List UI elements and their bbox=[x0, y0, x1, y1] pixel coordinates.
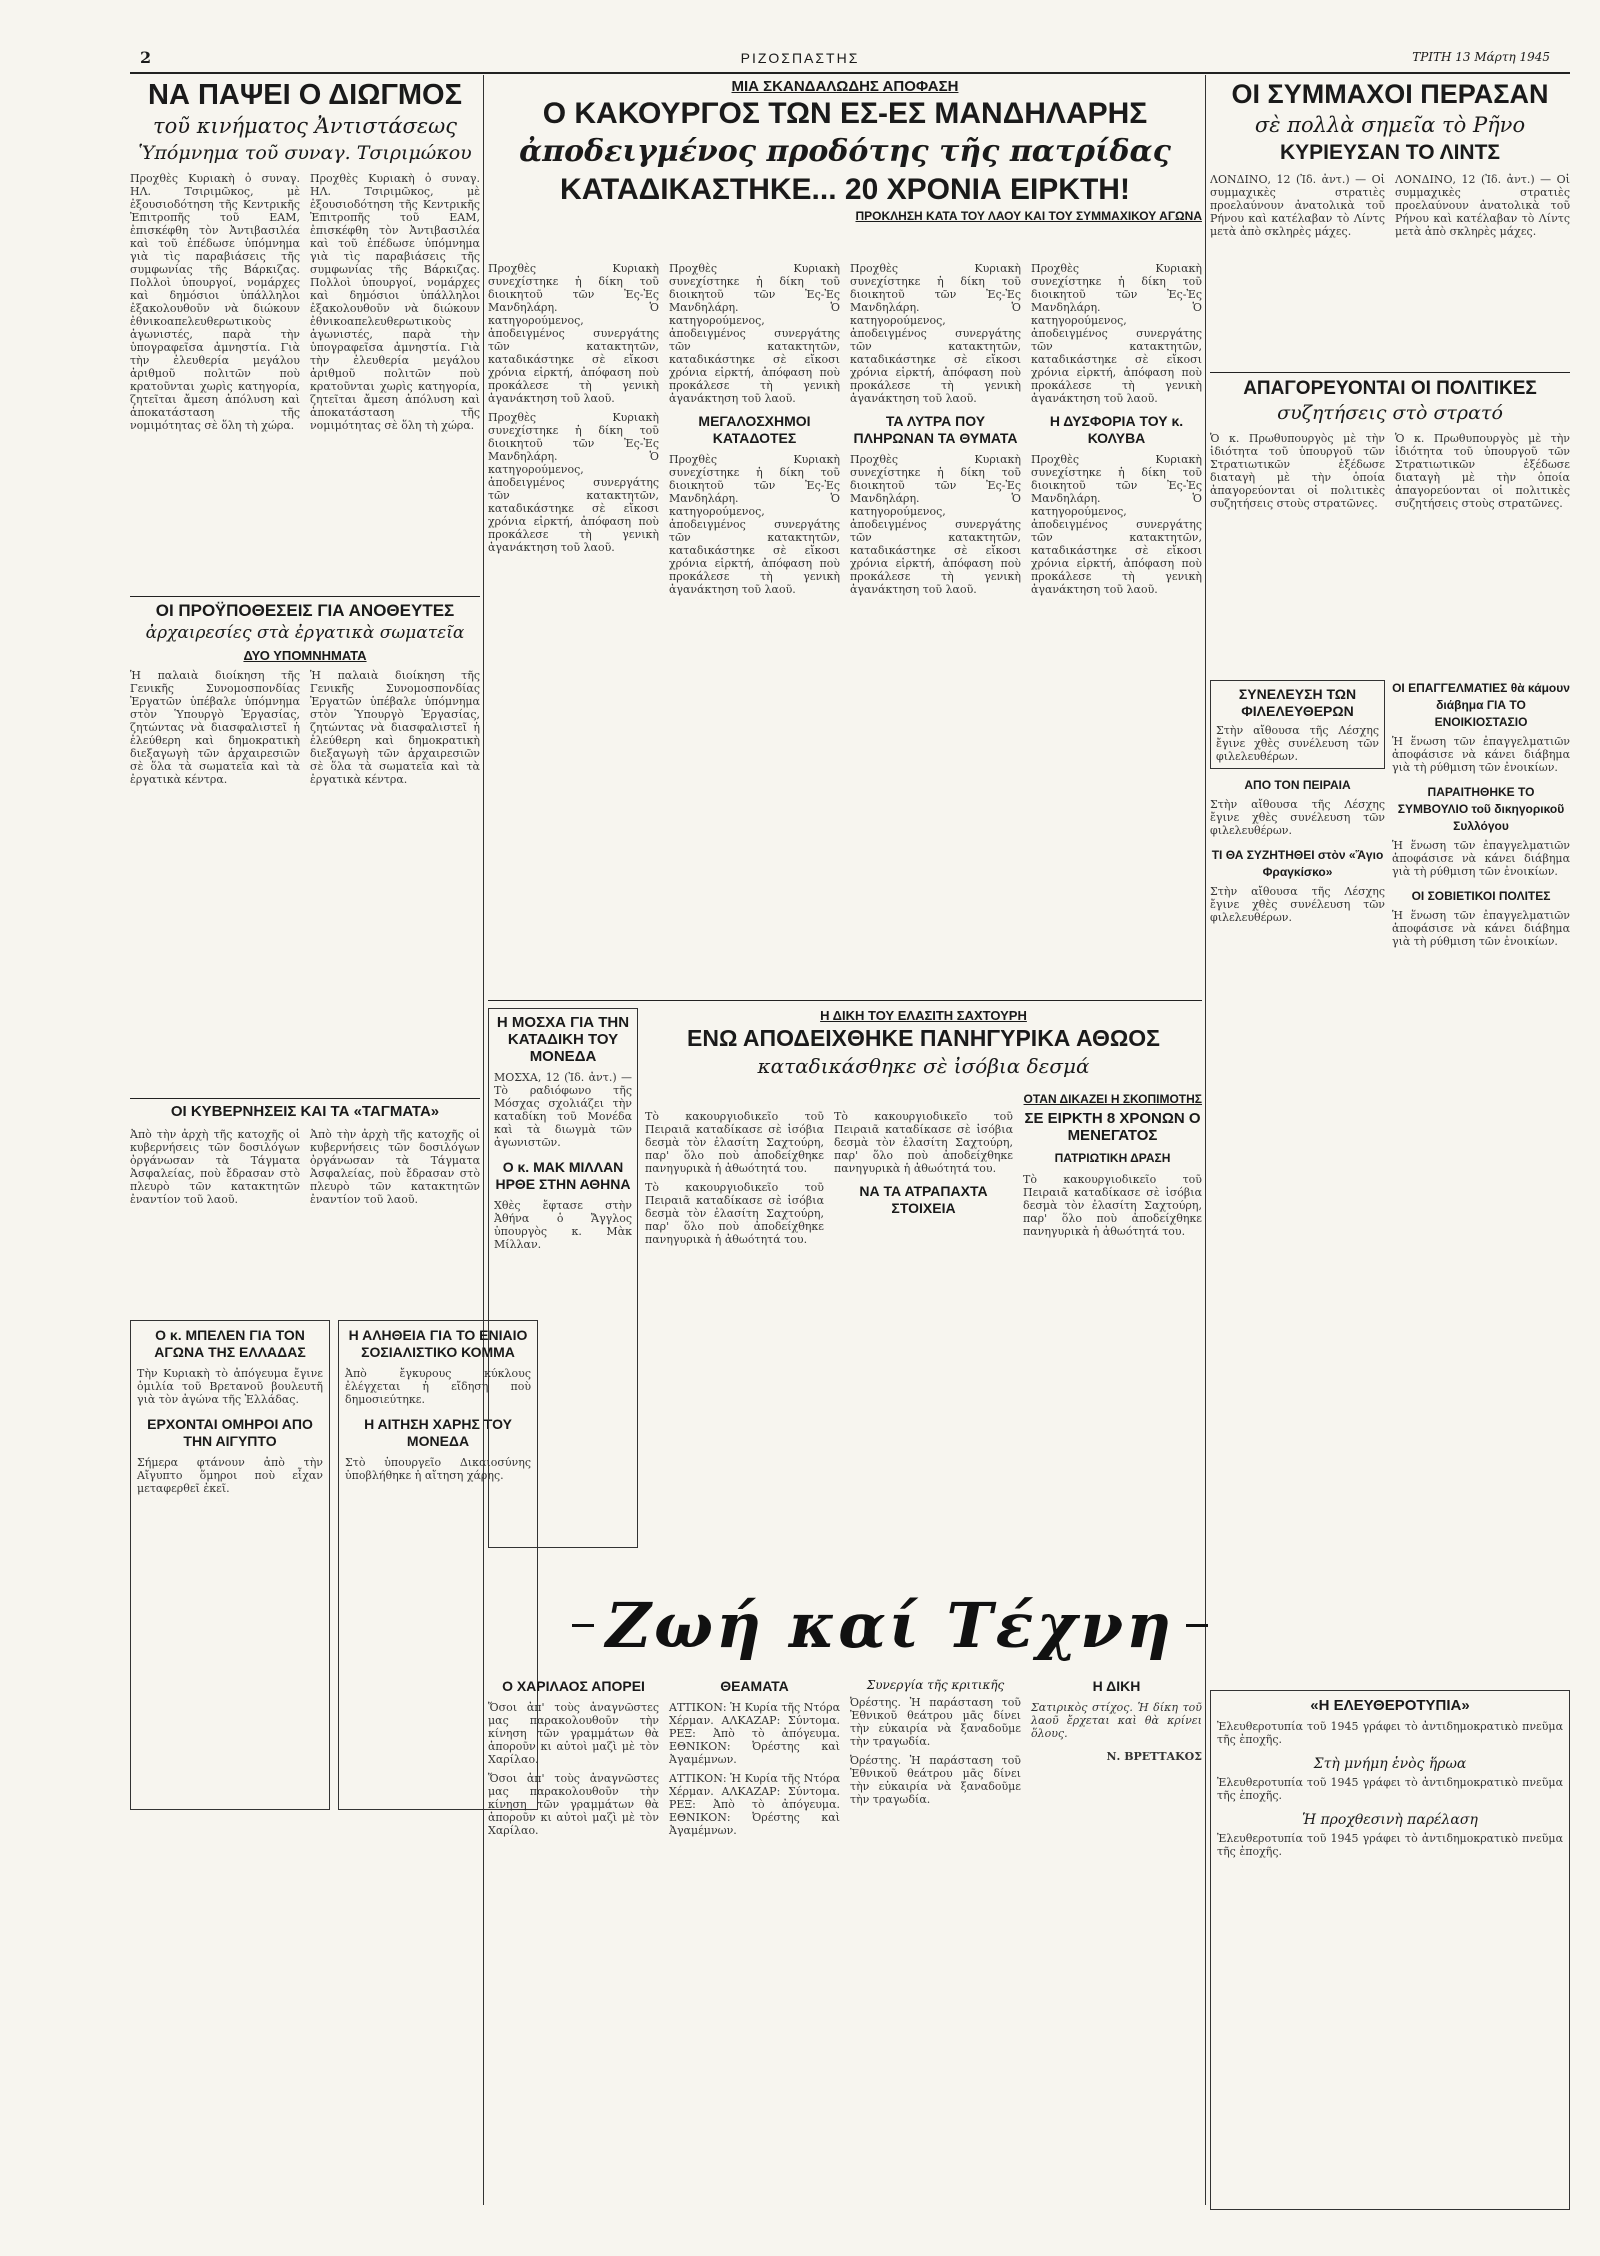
article-body: Ὅσοι ἀπ' τοὺς ἀναγνῶστες μας παρακολουθοῦν τὴν κίνηση τῶν γραμμάτων θὰ ἀποροῦν κι αὐτοὶ μαζὶ μὲ τὸν Χαρίλαο. bbox=[488, 1772, 659, 1837]
article-body: Ἡ ἕνωση τῶν ἐπαγγελματιῶν ἀποφάσισε νὰ κάνει διάβημα γιὰ τὴ ρύθμιση τῶν ἐνοικίων. bbox=[1392, 839, 1570, 878]
issue-date: ΤΡΙΤΗ 13 Μάρτη 1945 bbox=[1412, 50, 1550, 64]
headline-rent: ΟΙ ΕΠΑΓΓΕΛΜΑΤΙΕΣ θὰ κάμουν διάβημα ΓΙΑ ΤΟ ΕΝΟΙΚΙΟΣΤΑΣΙΟ bbox=[1392, 681, 1570, 729]
headline-politics-ban: ΑΠΑΓΟΡΕΥΟΝΤΑΙ ΟΙ ΠΟΛΙΤΙΚΕΣ bbox=[1243, 378, 1537, 399]
article-body: Ἀπὸ ἔγκυρους κύκλους ἐλέγχεται ἡ εἴδηση ποὺ δημοσιεύτηκε. bbox=[345, 1367, 531, 1406]
headline-acquitted: ΕΝΩ ΑΠΟΔΕΙΧΘΗΚΕ ΠΑΝΗΓΥΡΙΚΑ ΑΘΩΟΣ bbox=[687, 1025, 1160, 1051]
headline-pardon: Η ΑΙΤΗΣΗ ΧΑΡΗΣ ΤΟΥ ΜΟΝΕΔΑ bbox=[364, 1416, 512, 1449]
headline-linz: ΚΥΡΙΕΥΣΑΝ ΤΟ ΛΙΝΤΣ bbox=[1279, 141, 1501, 164]
box-liberals bbox=[1210, 680, 1385, 769]
article-body: Προχθὲς Κυριακὴ συνεχίστηκε ἡ δίκη τοῦ διοικητοῦ τῶν Ἐς-Ἐς Μανδηλάρη. Ὁ κατηγορούμενος, ἀποδειγμένος συνεργάτης τῶν κατακτητῶν, καταδικάστηκε σὲ εἴκοσι χρόνια εἱρκτή, ἀπόφαση ποὺ προκάλεσε τὴ γενικὴ ἀγανάκτηση τοῦ λαοῦ. bbox=[1031, 262, 1202, 405]
headline-governments: ΟΙ ΚΥΒΕΡΝΗΣΕΙΣ ΚΑΙ ΤΑ «ΤΑΓΜΑΤΑ» bbox=[170, 1103, 440, 1120]
headline-sentence: ΚΑΤΑΔΙΚΑΣΤΗΚΕ... 20 ΧΡΟΝΙΑ ΕΙΡΚΤΗ! bbox=[560, 173, 1130, 206]
article-body: Ἐλευθεροτυπία τοῦ 1945 γράφει τὸ ἀντιδημοκρατικὸ πνεῦμα τῆς ἐποχῆς. bbox=[1217, 1776, 1563, 1802]
article-body: Ἡ ἕνωση τῶν ἐπαγγελματιῶν ἀποφάσισε νὰ κάνει διάβημα γιὰ τὴ ρύθμιση τῶν ἐνοικίων. bbox=[1392, 735, 1570, 774]
article-allies bbox=[1210, 78, 1570, 368]
section-rule bbox=[130, 596, 480, 597]
article-body: Ὀρέστης. Ἡ παράσταση τοῦ Ἐθνικοῦ θεάτρου μᾶς δίνει τὴν εὐκαιρία νὰ ξαναδοῦμε τὴν τραγωδία. bbox=[850, 1754, 1021, 1806]
article-body: Τὸ κακουργιοδικεῖο τοῦ Πειραιᾶ καταδίκασε σὲ ἰσόβια δεσμὰ τὸν ἐλασίτη Σαχτούρη, παρ' ὅλο ποὺ ἀποδείχθηκε πανηγυρικὰ ἡ ἀθωότητά του. bbox=[645, 1110, 824, 1175]
subheadline-life: καταδικάσθηκε σὲ ἰσόβια δεσμά bbox=[757, 1054, 1090, 1078]
subheading-elements: ΝΑ ΤΑ ΑΤΡΑΠΑΧΤΑ ΣΤΟΙΧΕΙΑ bbox=[859, 1183, 988, 1216]
box-belen bbox=[130, 1320, 330, 1810]
article-body: Ἀπὸ τὴν ἀρχὴ τῆς κατοχῆς οἱ κυβερνήσεις τῶν δοσιλόγων ὀργάνωσαν τὰ Τάγματα Ἀσφαλείας, ποὺ ἔδρασαν στὸ πλευρὸ τῶν κατακτητῶν ἐναντίον τοῦ λαοῦ. bbox=[130, 1128, 300, 1206]
headline-elections: ΟΙ ΠΡΟΫΠΟΘΕΣΕΙΣ ΓΙΑ ΑΝΟΘΕΥΤΕΣ bbox=[155, 601, 455, 620]
box-press-freedom bbox=[1210, 1690, 1570, 2210]
article-elections bbox=[130, 600, 480, 1090]
right-subcolumn-a bbox=[1210, 680, 1385, 1680]
article-mandilaris bbox=[488, 78, 1202, 258]
subheading-patriotic: ΠΑΤΡΙΩΤΙΚΗ ΔΡΑΣΗ bbox=[1054, 1151, 1171, 1165]
headline-bar-council: ΠΑΡΑΙΤΗΘΗΚΕ ΤΟ ΣΥΜΒΟΥΛΙΟ τοῦ δικηγορικοῦ Συλλόγου bbox=[1397, 785, 1565, 833]
kicker-provocation: ΠΡΟΚΛΗΣΗ ΚΑΤΑ ΤΟΥ ΛΑΟΥ ΚΑΙ ΤΟΥ ΣΥΜΜΑΧΙΚΟΥ ΑΓΩΝΑ bbox=[855, 209, 1202, 223]
article-body: Στὴν αἴθουσα τῆς Λέσχης ἔγινε χθὲς συνέλευση τῶν φιλελευθέρων. bbox=[1210, 798, 1385, 837]
kicker-memos: ΔΥΟ ΥΠΟΜΝΗΜΑΤΑ bbox=[243, 648, 367, 663]
headline-belen: Ο κ. ΜΠΕΛΕΝ ΓΙΑ ΤΟΝ ΑΓΩΝΑ ΤΗΣ ΕΛΛΑΔΑΣ bbox=[154, 1327, 306, 1360]
article-body: ΑΤΤΙΚΟΝ: Ἡ Κυρία τῆς Ντόρα Χέρμαν. ΑΛΚΑΖΑΡ: Σύντομα. ΡΕΞ: Ἀπὸ τὸ ἀπόγευμα. ΕΘΝΙΚΟΝ: Ὀρέστης καὶ Ἀγαμέμνων. bbox=[669, 1772, 840, 1837]
banner-rule bbox=[1186, 1624, 1208, 1627]
masthead bbox=[0, 0, 1600, 80]
article-body: Προχθὲς Κυριακὴ συνεχίστηκε ἡ δίκη τοῦ διοικητοῦ τῶν Ἐς-Ἐς Μανδηλάρη. Ὁ κατηγορούμενος, ἀποδειγμένος συνεργάτης τῶν κατακτητῶν, καταδικάστηκε σὲ εἴκοσι χρόνια εἱρκτή, ἀπόφαση ποὺ προκάλεσε τὴ γενικὴ ἀγανάκτηση τοῦ λαοῦ. bbox=[669, 453, 840, 596]
headline-macmillan: Ο κ. ΜΑΚ ΜΙΛΛΑΝ ΗΡΘΕ ΣΤΗΝ ΑΘΗΝΑ bbox=[495, 1159, 631, 1192]
article-body: Ὁ κ. Πρωθυπουργὸς μὲ τὴν ἰδιότητα τοῦ ὑπουργοῦ τῶν Στρατιωτικῶν ἐξέδωσε διαταγὴ μὲ τὴν ὁποία ἀπαγορεύονται οἱ πολιτικὲς συζητήσεις στοὺς στρατῶνες. bbox=[1395, 432, 1570, 510]
article-body: Τὸ κακουργιοδικεῖο τοῦ Πειραιᾶ καταδίκασε σὲ ἰσόβια δεσμὰ τὸν ἐλασίτη Σαχτούρη, παρ' ὅλο ποὺ ἀποδείχθηκε πανηγυρικὰ ἡ ἀθωότητά του. bbox=[1023, 1173, 1202, 1238]
article-body: ΛΟΝΔΙΝΟ, 12 (Ἰδ. ἀντ.) — Οἱ συμμαχικὲς στρατιὲς προελαύνουν ἀνατολικὰ τοῦ Ρήνου καὶ κατέλαβαν τὸ Λίντς μετὰ ἀπὸ σκληρὲς μάχες. bbox=[1395, 173, 1570, 238]
headline-menegatos: ΣΕ ΕΙΡΚΤΗ 8 ΧΡΟΝΩΝ Ο ΜΕΝΕΓΑΤΟΣ bbox=[1024, 1110, 1201, 1144]
article-body: Ὀρέστης. Ἡ παράσταση τοῦ Ἐθνικοῦ θεάτρου μᾶς δίνει τὴν εὐκαιρία νὰ ξαναδοῦμε τὴν τραγωδία. bbox=[850, 1696, 1021, 1748]
article-body: Προχθὲς Κυριακὴ ὁ συναγ. ΗΛ. Τσιριμῶκος, μὲ ἐξουσιοδότηση τῆς Κεντρικῆς Ἐπιτροπῆς τοῦ ΕΑΜ, ἐπισκέφθη τὸν Ἀντιβασιλέα καὶ τοῦ ἐπέδωσε ὑπόμνημα γιὰ τὶς παραβιάσεις τῆς συμφωνίας τῆς Βάρκιζας. Πολλοὶ ὑπουργοί, νομάρχες καὶ δημόσιοι ὑπάλληλοι ἐξακολουθοῦν νὰ διώκουν ἐθνικοαπελευθερωτικοὺς ἀγωνιστές, παρὰ τὴν ὑπογραφεῖσα ἀμνηστία. Γιὰ τὴν ἐλευθερία μεγάλου ἀριθμοῦ πολιτῶν ποὺ κρατοῦνται χωρὶς κατηγορία, ζητεῖται ἄμεση ἀπόλυση καὶ ἀποκατάσταση τῆς νομιμότητας σὲ ὅλη τὴ χώρα. bbox=[310, 172, 480, 432]
subheadline-rhine: σὲ πολλὰ σημεῖα τὸ Ρῆνο bbox=[1254, 113, 1526, 137]
article-body: Προχθὲς Κυριακὴ συνεχίστηκε ἡ δίκη τοῦ διοικητοῦ τῶν Ἐς-Ἐς Μανδηλάρη. Ὁ κατηγορούμενος, ἀποδειγμένος συνεργάτης τῶν κατακτητῶν, καταδικάστηκε σὲ εἴκοσι χρόνια εἱρκτή, ἀπόφαση ποὺ προκάλεσε τὴ γενικὴ ἀγανάκτηση τοῦ λαοῦ. bbox=[488, 262, 659, 405]
article-body: Προχθὲς Κυριακὴ συνεχίστηκε ἡ δίκη τοῦ διοικητοῦ τῶν Ἐς-Ἐς Μανδηλάρη. Ὁ κατηγορούμενος, ἀποδειγμένος συνεργάτης τῶν κατακτητῶν, καταδικάστηκε σὲ εἴκοσι χρόνια εἱρκτή, ἀπόφαση ποὺ προκάλεσε τὴ γενικὴ ἀγανάκτηση τοῦ λαοῦ. bbox=[488, 411, 659, 554]
newspaper-name: ΡΙΖΟΣΠΑΣΤΗΣ bbox=[740, 50, 860, 66]
article-persecution bbox=[130, 78, 480, 588]
banner-rule bbox=[572, 1624, 594, 1627]
subheading-kolyvas: Η ΔΥΣΦΟΡΙΑ ΤΟΥ κ. ΚΟΛΥΒΑ bbox=[1049, 413, 1184, 446]
subheadline-persecution: τοῦ κινήματος Ἀντιστάσεως bbox=[153, 114, 457, 138]
article-body: Ἐλευθεροτυπία τοῦ 1945 γράφει τὸ ἀντιδημοκρατικὸ πνεῦμα τῆς ἐποχῆς. bbox=[1217, 1832, 1563, 1858]
article-body: Στὴν αἴθουσα τῆς Λέσχης ἔγινε χθὲς συνέλευση τῶν φιλελευθέρων. bbox=[1216, 724, 1379, 763]
section-rule bbox=[488, 1000, 1202, 1001]
subheadline-army: συζητήσεις στὸ στρατό bbox=[1277, 402, 1503, 424]
article-body: Προχθὲς Κυριακὴ συνεχίστηκε ἡ δίκη τοῦ διοικητοῦ τῶν Ἐς-Ἐς Μανδηλάρη. Ὁ κατηγορούμενος, ἀποδειγμένος συνεργάτης τῶν κατακτητῶν, καταδικάστηκε σὲ εἴκοσι χρόνια εἱρκτή, ἀπόφαση ποὺ προκάλεσε τὴ γενικὴ ἀγανάκτηση τοῦ λαοῦ. bbox=[850, 262, 1021, 405]
article-body: Ὅσοι ἀπ' τοὺς ἀναγνῶστες μας παρακολουθοῦν τὴν κίνηση τῶν γραμμάτων θὰ ἀποροῦν κι αὐτοὶ μαζὶ μὲ τὸν Χαρίλαο. bbox=[488, 1701, 659, 1766]
article-body: Στὴν αἴθουσα τῆς Λέσχης ἔγινε χθὲς συνέλευση τῶν φιλελευθέρων. bbox=[1210, 885, 1385, 924]
headline-piraeus: ΑΠΟ ΤΟΝ ΠΕΙΡΑΙΑ bbox=[1244, 778, 1351, 792]
author-signature: Ν. ΒΡΕΤΤΑΚΟΣ bbox=[1106, 1750, 1202, 1763]
headline-discuss: ΤΙ ΘΑ ΣΥΖΗΤΗΘΕΙ στὸν «Ἅγιο Φραγκίσκο» bbox=[1211, 848, 1384, 879]
article-mandilaris-body bbox=[488, 262, 1202, 762]
article-body: ΛΟΝΔΙΝΟ, 12 (Ἰδ. ἀντ.) — Οἱ συμμαχικὲς στρατιὲς προελαύνουν ἀνατολικὰ τοῦ Ρήνου καὶ κατέλαβαν τὸ Λίντς μετὰ ἀπὸ σκληρὲς μάχες. bbox=[1210, 173, 1385, 238]
section-rule bbox=[130, 1098, 480, 1099]
headline-press-freedom: «Η ΕΛΕΥΘΕΡΟΤΥΠΙΑ» bbox=[1310, 1697, 1470, 1714]
subheadline-elections: ἀρχαιρεσίες στὰ ἐργατικὰ σωματεῖα bbox=[145, 623, 465, 643]
article-body: Προχθὲς Κυριακὴ συνεχίστηκε ἡ δίκη τοῦ διοικητοῦ τῶν Ἐς-Ἐς Μανδηλάρη. Ὁ κατηγορούμενος, ἀποδειγμένος συνεργάτης τῶν κατακτητῶν, καταδικάστηκε σὲ εἴκοσι χρόνια εἱρκτή, ἀπόφαση ποὺ προκάλεσε τὴ γενικὴ ἀγανάκτηση τοῦ λαοῦ. bbox=[1031, 453, 1202, 596]
feature-col-title: Συνεργία τῆς κριτικῆς bbox=[866, 1678, 1005, 1692]
article-body: Ὁ κ. Πρωθυπουργὸς μὲ τὴν ἰδιότητα τοῦ ὑπουργοῦ τῶν Στρατιωτικῶν ἐξέδωσε διαταγὴ μὲ τὴν ὁποία ἀπαγορεύονται οἱ πολιτικὲς συζητήσεις στοὺς στρατῶνες. bbox=[1210, 432, 1385, 510]
article-body: Ἡ παλαιὰ διοίκηση τῆς Γενικῆς Συνομοσπονδίας Ἐργατῶν ὑπέβαλε ὑπόμνημα στὸν Ὑπουργὸ Ἐργασίας, ζητώντας νὰ διασφαλιστεῖ ἡ ἐλεύθερη καὶ δημοκρατικὴ διεξαγωγὴ τῶν ἀρχαιρεσιῶν σὲ ὅλα τὰ σωματεῖα καὶ τὰ ἐργατικὰ κέντρα. bbox=[130, 669, 300, 786]
article-body: Σήμερα φτάνουν ἀπὸ τὴν Αἴγυπτο ὅμηροι ποὺ εἶχαν μεταφερθεῖ ἐκεῖ. bbox=[137, 1456, 323, 1495]
right-subcolumn-b bbox=[1392, 680, 1570, 1680]
headline-liberals: ΣΥΝΕΛΕΥΣΗ ΤΩΝ ΦΙΛΕΛΕΥΘΕΡΩΝ bbox=[1238, 686, 1357, 719]
article-body: Ἀπὸ τὴν ἀρχὴ τῆς κατοχῆς οἱ κυβερνήσεις τῶν δοσιλόγων ὀργάνωσαν τὰ Τάγματα Ἀσφαλείας, ποὺ ἔδρασαν στὸ πλευρὸ τῶν κατακτητῶν ἐναντίον τοῦ λαοῦ. bbox=[310, 1128, 480, 1206]
headline-persecution: ΝΑ ΠΑΨΕΙ Ο ΔΙΩΓΜΟΣ bbox=[148, 79, 462, 111]
article-body: ΑΤΤΙΚΟΝ: Ἡ Κυρία τῆς Ντόρα Χέρμαν. ΑΛΚΑΖΑΡ: Σύντομα. ΡΕΞ: Ἀπὸ τὸ ἀπόγευμα. ΕΘΝΙΚΟΝ: Ὀρέστης καὶ Ἀγαμέμνων. bbox=[669, 1701, 840, 1766]
article-body: Τὸ κακουργιοδικεῖο τοῦ Πειραιᾶ καταδίκασε σὲ ἰσόβια δεσμὰ τὸν ἐλασίτη Σαχτούρη, παρ' ὅλο ποὺ ἀποδείχθηκε πανηγυρικὰ ἡ ἀθωότητά του. bbox=[645, 1181, 824, 1246]
headline-hero-memory: Στὴ μνήμη ἑνὸς ἥρωα bbox=[1313, 1756, 1467, 1772]
headline-moscow: Η ΜΟΣΧΑ ΓΙΑ ΤΗΝ ΚΑΤΑΔΙΚΗ ΤΟΥ ΜΟΝΕΔΑ bbox=[496, 1014, 630, 1065]
kicker-decision: ΜΙΑ ΣΚΑΝΔΑΛΩΔΗΣ ΑΠΟΦΑΣΗ bbox=[731, 78, 959, 95]
feature-col-title: Η ΔΙΚΗ bbox=[1092, 1678, 1141, 1694]
article-politics-ban bbox=[1210, 376, 1570, 676]
article-body: Ἐλευθεροτυπία τοῦ 1945 γράφει τὸ ἀντιδημοκρατικὸ πνεῦμα τῆς ἐποχῆς. bbox=[1217, 1720, 1563, 1746]
headline-soviet-citizens: ΟΙ ΣΟΒΙΕΤΙΚΟΙ ΠΟΛΙΤΕΣ bbox=[1411, 889, 1551, 903]
headline-allies: ΟΙ ΣΥΜΜΑΧΟΙ ΠΕΡΑΣΑΝ bbox=[1231, 79, 1549, 109]
feature-banner bbox=[560, 1580, 1220, 1670]
subheading-informers: ΜΕΓΑΛΟΣΧΗΜΟΙ ΚΑΤΑΔΟΤΕΣ bbox=[698, 413, 811, 446]
kicker-trial: Η ΔΙΚΗ ΤΟΥ ΕΛΑΣΙΤΗ ΣΑΧΤΟΥΡΗ bbox=[820, 1008, 1027, 1023]
article-body: Προχθὲς Κυριακὴ ὁ συναγ. ΗΛ. Τσιριμῶκος, μὲ ἐξουσιοδότηση τῆς Κεντρικῆς Ἐπιτροπῆς τοῦ ΕΑΜ, ἐπισκέφθη τὸν Ἀντιβασιλέα καὶ τοῦ ἐπέδωσε ὑπόμνημα γιὰ τὶς παραβιάσεις τῆς συμφωνίας τῆς Βάρκιζας. Πολλοὶ ὑπουργοί, νομάρχες καὶ δημόσιοι ὑπάλληλοι ἐξακολουθοῦν νὰ διώκουν ἐθνικοαπελευθερωτικοὺς ἀγωνιστές, παρὰ τὴν ὑπογραφεῖσα ἀμνηστία. Γιὰ τὴν ἐλευθερία μεγάλου ἀριθμοῦ πολιτῶν ποὺ κρατοῦνται χωρὶς κατηγορία, ζητεῖται ἄμεση ἀπόλυση καὶ ἀποκατάσταση τῆς νομιμότητας σὲ ὅλη τὴ χώρα. bbox=[130, 172, 300, 432]
article-saxtouris-body bbox=[645, 1092, 1202, 1548]
headline-socialist-party: Η ΑΛΗΘΕΙΑ ΓΙΑ ΤΟ ΕΝΙΑΙΟ ΣΟΣΙΑΛΙΣΤΙΚΟ ΚΟΜΜΑ bbox=[348, 1327, 528, 1360]
headline-mandilaris: Ο ΚΑΚΟΥΡΓΟΣ ΤΩΝ ΕΣ-ΕΣ ΜΑΝΔΗΛΑΡΗΣ bbox=[542, 97, 1148, 130]
article-body: ΜΟΣΧΑ, 12 (Ἰδ. ἀντ.) — Τὸ ραδιόφωνο τῆς Μόσχας σχολιάζει τὴν καταδίκη τοῦ Μονέδα καὶ τὰ διωγμὰ τῶν ἀγωνιστῶν. bbox=[494, 1071, 632, 1149]
column-divider bbox=[483, 75, 484, 2205]
top-rule bbox=[130, 72, 1570, 74]
article-governments bbox=[130, 1102, 480, 1312]
feature-columns bbox=[488, 1678, 1202, 2218]
byline-persecution: Ὑπόμνημα τοῦ συναγ. Τσιριμώκου bbox=[138, 142, 472, 164]
article-body: Προχθὲς Κυριακὴ συνεχίστηκε ἡ δίκη τοῦ διοικητοῦ τῶν Ἐς-Ἐς Μανδηλάρη. Ὁ κατηγορούμενος, ἀποδειγμένος συνεργάτης τῶν κατακτητῶν, καταδικάστηκε σὲ εἴκοσι χρόνια εἱρκτή, ἀπόφαση ποὺ προκάλεσε τὴ γενικὴ ἀγανάκτηση τοῦ λαοῦ. bbox=[850, 453, 1021, 596]
section-rule bbox=[1210, 372, 1570, 373]
article-body: Χθὲς ἔφτασε στὴν Ἀθήνα ὁ Ἄγγλος ὑπουργὸς κ. Μὰκ Μίλλαν. bbox=[494, 1199, 632, 1251]
headline-hostages: ΕΡΧΟΝΤΑΙ ΟΜΗΡΟΙ ΑΠΟ ΤΗΝ ΑΙΓΥΠΤΟ bbox=[147, 1416, 313, 1449]
column-divider bbox=[1205, 75, 1206, 2205]
article-body: Προχθὲς Κυριακὴ συνεχίστηκε ἡ δίκη τοῦ διοικητοῦ τῶν Ἐς-Ἐς Μανδηλάρη. Ὁ κατηγορούμενος, ἀποδειγμένος συνεργάτης τῶν κατακτητῶν, καταδικάστηκε σὲ εἴκοσι χρόνια εἱρκτή, ἀπόφαση ποὺ προκάλεσε τὴ γενικὴ ἀγανάκτηση τοῦ λαοῦ. bbox=[669, 262, 840, 405]
headline-parade: Ἡ προχθεσινὴ παρέλαση bbox=[1302, 1812, 1478, 1828]
subheading-ransom: ΤΑ ΛΥΤΡΑ ΠΟΥ ΠΛΗΡΩΝΑΝ ΤΑ ΘΥΜΑΤΑ bbox=[853, 413, 1018, 446]
feature-col-title: ΘΕΑΜΑΤΑ bbox=[720, 1678, 789, 1694]
article-body: Στὸ ὑπουργεῖο Δικαιοσύνης ὑποβλήθηκε ἡ αἴτηση χάρης. bbox=[345, 1456, 531, 1482]
feature-title: Ζωή καί Τέχνη bbox=[605, 1588, 1175, 1662]
article-body: Σατιρικὸς στίχος. Ἡ δίκη τοῦ λαοῦ ἔρχεται καὶ θὰ κρίνει ὅλους. bbox=[1031, 1701, 1202, 1740]
article-body: Τὸ κακουργιοδικεῖο τοῦ Πειραιᾶ καταδίκασε σὲ ἰσόβια δεσμὰ τὸν ἐλασίτη Σαχτούρη, παρ' ὅλο ποὺ ἀποδείχθηκε πανηγυρικὰ ἡ ἀθωότητά του. bbox=[834, 1110, 1013, 1175]
page-number: 2 bbox=[140, 48, 152, 67]
subheadline-traitor: ἀποδειγμένος προδότης τῆς πατρίδας bbox=[519, 134, 1171, 169]
article-body: Ἡ ἕνωση τῶν ἐπαγγελματιῶν ἀποφάσισε νὰ κάνει διάβημα γιὰ τὴ ρύθμιση τῶν ἐνοικίων. bbox=[1392, 909, 1570, 948]
article-body: Τὴν Κυριακὴ τὸ ἀπόγευμα ἔγινε ὁμιλία τοῦ Βρετανοῦ βουλευτῆ γιὰ τὸν ἀγώνα τῆς Ἑλλάδας. bbox=[137, 1367, 323, 1406]
box-moscow bbox=[488, 1008, 638, 1548]
article-body: Ἡ παλαιὰ διοίκηση τῆς Γενικῆς Συνομοσπονδίας Ἐργατῶν ὑπέβαλε ὑπόμνημα στὸν Ὑπουργὸ Ἐργασίας, ζητώντας νὰ διασφαλιστεῖ ἡ ἐλεύθερη καὶ δημοκρατικὴ διεξαγωγὴ τῶν ἀρχαιρεσιῶν σὲ ὅλα τὰ σωματεῖα καὶ τὰ ἐργατικὰ κέντρα. bbox=[310, 669, 480, 786]
article-saxtouris-head bbox=[645, 1008, 1202, 1088]
feature-col-title: Ο ΧΑΡΙΛΑΟΣ ΑΠΟΡΕΙ bbox=[502, 1678, 645, 1694]
kicker-expedience: ΟΤΑΝ ΔΙΚΑΖΕΙ Η ΣΚΟΠΙΜΟΤΗΣ bbox=[1023, 1092, 1202, 1106]
